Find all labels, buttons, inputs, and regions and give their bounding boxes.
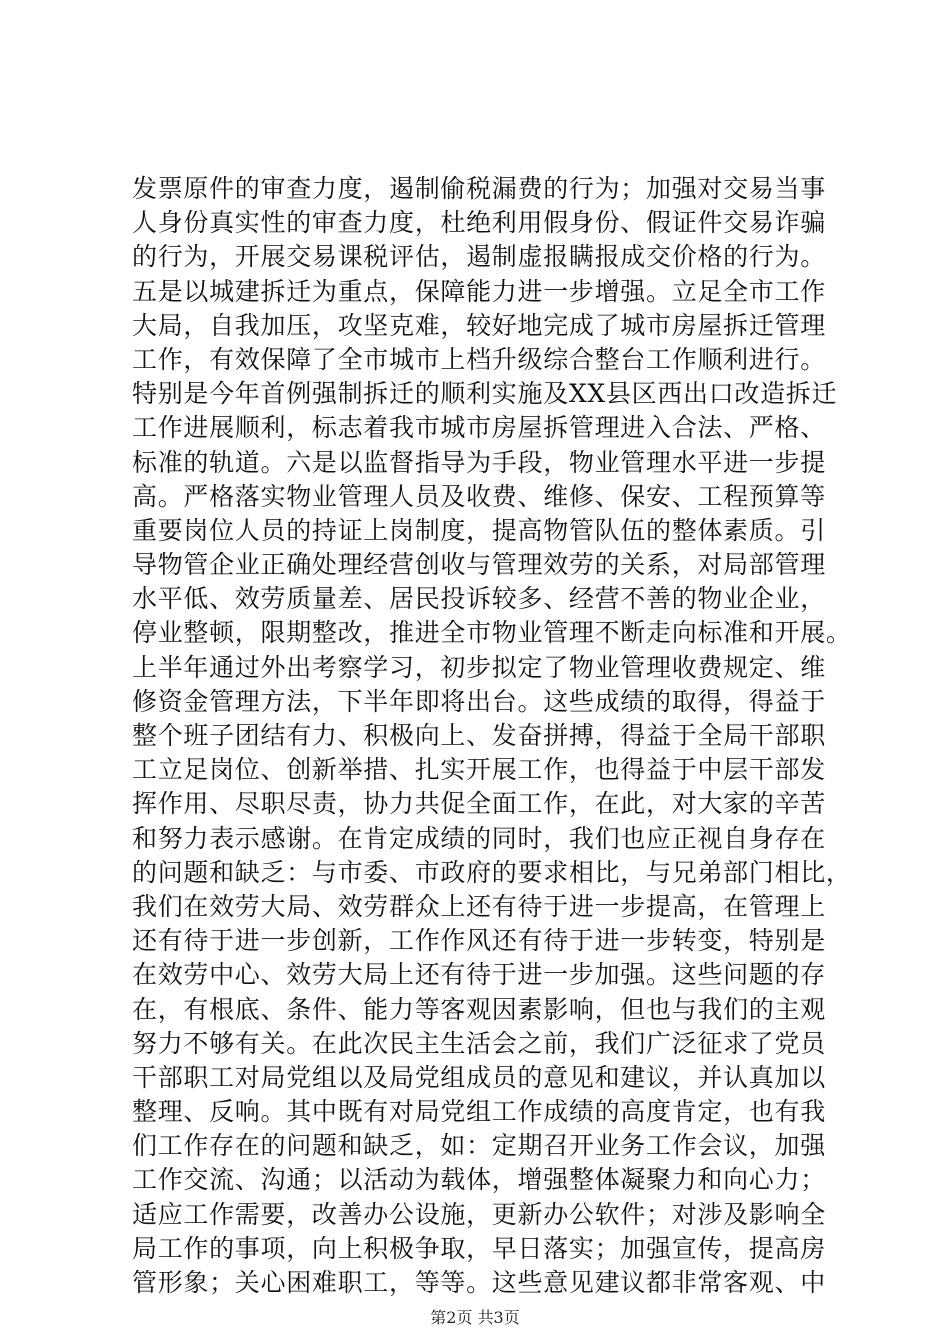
text-line: 整理、反响。其中既有对局党组工作成绩的高度肯定，也有我 [132,1097,826,1127]
text-line: 水平低、效劳质量差、居民投诉较多、经营不善的物业企业， [132,584,826,614]
text-line: 适应工作需要，改善办公设施，更新办公软件；对涉及影响全 [132,1199,826,1229]
text-line: 高。严格落实物业管理人员及收费、维修、保安、工程预算等 [132,481,826,511]
text-line: 的问题和缺乏：与市委、市政府的要求相比，与兄弟部门相比， [132,857,852,887]
text-line: 和努力表示感谢。在肯定成绩的同时，我们也应正视自身存在 [132,823,826,853]
text-line: 工作交流、沟通；以活动为载体，增强整体凝聚力和向心力； [132,1165,826,1195]
text-line: 还有待于进一步创新，工作作风还有待于进一步转变，特别是 [132,926,826,956]
document-body [132,172,852,1300]
text-line: 工作，有效保障了全市城市上档升级综合整台工作顺利进行。 [132,344,826,374]
text-line: 局工作的事项，向上积极争取，早日落实；加强宣传，提高房 [132,1233,826,1263]
text-line: 工立足岗位、创新举措、扎实开展工作，也得益于中层干部发 [132,755,826,785]
text-line: 发票原件的审查力度，遏制偷税漏费的行为；加强对交易当事 [132,174,826,203]
text-line: 努力不够有关。在此次民主生活会之前，我们广泛征求了党员 [132,1028,826,1058]
text-line: 我们在效劳大局、效劳群众上还有待于进一步提高，在管理上 [132,891,826,921]
text-line: 停业整顿，限期整改，推进全市物业管理不断走向标准和开展。 [132,618,852,648]
text-line: 挥作用、尽职尽责，协力共促全面工作，在此，对大家的辛苦 [132,789,826,819]
text-line: 重要岗位人员的持证上岗制度，提高物管队伍的整体素质。引 [132,515,826,545]
text-line: 特别是今年首例强制拆迁的顺利实施及XX县区西出口改造拆迁 [132,379,838,409]
text-line: 标准的轨道。六是以监督指导为手段，物业管理水平进一步提 [132,447,826,477]
text-line: 人身份真实性的审查力度，杜绝利用假身份、假证件交易诈骗 [132,208,826,238]
page-number-footer: 第2页 共3页 [430,1308,520,1327]
text-line: 管形象；关心困难职工，等等。这些意见建议都非常客观、中 [132,1268,826,1297]
text-line: 干部职工对局党组以及局党组成员的意见和建议，并认真加以 [132,1062,826,1092]
text-line: 工作进展顺利，标志着我市城市房屋拆管理进入合法、严格、 [132,413,826,443]
text-line: 导物管企业正确处理经营创收与管理效劳的关系，对局部管理 [132,550,826,580]
text-line: 们工作存在的问题和缺乏，如：定期召开业务工作会议，加强 [132,1131,826,1161]
text-line: 在效劳中心、效劳大局上还有待于进一步加强。这些问题的存 [132,960,826,990]
text-line: 的行为，开展交易课税评估，遏制虚报瞒报成交价格的行为。 [132,242,826,272]
text-line: 五是以城建拆迁为重点，保障能力进一步增强。立足全市工作 [132,276,826,306]
text-line: 在，有根底、条件、能力等客观因素影响，但也与我们的主观 [132,994,826,1024]
text-line: 修资金管理方法，下半年即将出台。这些成绩的取得，得益于 [132,686,826,716]
text-line: 整个班子团结有力、积极向上、发奋拼搏，得益于全局干部职 [132,721,826,750]
text-line: 上半年通过外出考察学习，初步拟定了物业管理收费规定、维 [132,652,826,682]
text-line: 大局，自我加压，攻坚克难，较好地完成了城市房屋拆迁管理 [132,310,826,340]
